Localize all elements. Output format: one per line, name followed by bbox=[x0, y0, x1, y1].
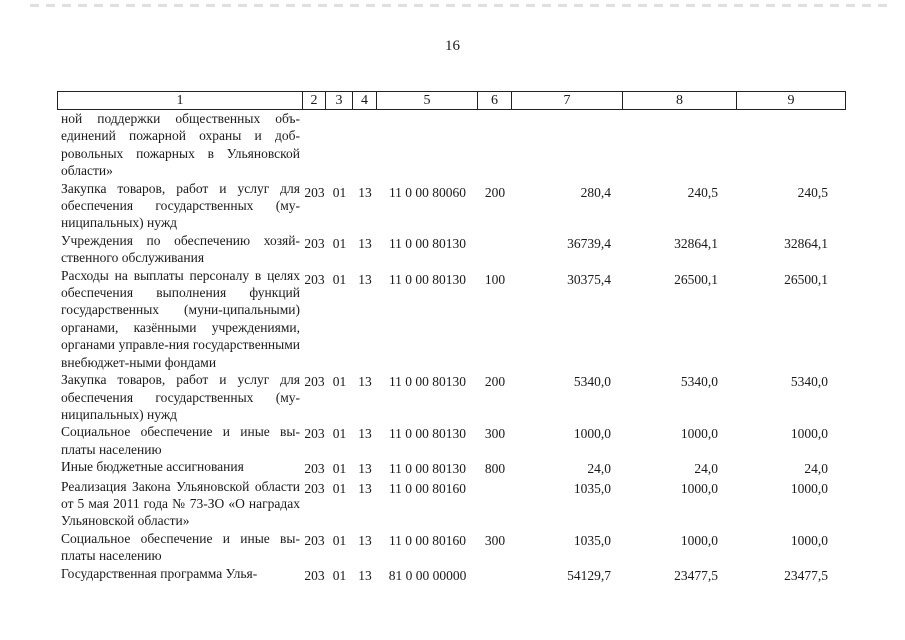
table-row bbox=[57, 232, 846, 267]
cell-section bbox=[326, 110, 353, 180]
row-name-cell: Реализация Закона Ульяновской области от 5 мая 2011 года № 73-ЗО «О наградах Ульяновской области» bbox=[61, 478, 300, 529]
cell-section: 01 bbox=[332, 567, 347, 583]
cell-subsection: 13 bbox=[358, 532, 372, 548]
cell-ministry: 203 bbox=[304, 374, 325, 390]
cell-amount-col9: 26500,1 bbox=[784, 271, 828, 287]
cell-amount-col7: 1035,0 bbox=[573, 532, 611, 548]
cell-expense-type bbox=[478, 110, 512, 180]
cell-section: 01 bbox=[332, 532, 347, 548]
cell-target-article: 11 0 00 80130 bbox=[388, 271, 467, 287]
cell-ministry: 203 bbox=[304, 567, 325, 583]
table-row bbox=[57, 478, 846, 530]
cell-section: 01 bbox=[332, 374, 347, 390]
cell-amount-col9 bbox=[737, 110, 846, 180]
cell-amount-col7: 54129,7 bbox=[567, 567, 611, 583]
cell-subsection: 13 bbox=[358, 461, 372, 477]
cell-amount-col8: 1000,0 bbox=[680, 480, 718, 496]
cell-amount-col8: 23477,5 bbox=[674, 567, 718, 583]
cell-amount-col7: 1035,0 bbox=[573, 480, 611, 496]
scan-artifact-top bbox=[30, 4, 890, 7]
cell-subsection: 13 bbox=[358, 567, 372, 583]
cell-amount-col8: 26500,1 bbox=[674, 271, 718, 287]
row-name-cell: Иные бюджетные ассигнования bbox=[61, 459, 244, 475]
cell-target-article: 81 0 00 00000 bbox=[388, 567, 467, 583]
cell-ministry: 203 bbox=[304, 235, 325, 251]
cell-target-article bbox=[377, 110, 478, 180]
header-col-6: 6 bbox=[478, 91, 512, 110]
cell-amount-col9: 5340,0 bbox=[790, 374, 828, 390]
cell-section: 01 bbox=[332, 461, 347, 477]
header-col-3: 3 bbox=[326, 91, 353, 110]
cell-ministry: 203 bbox=[304, 480, 325, 496]
cell-amount-col8: 5340,0 bbox=[680, 374, 718, 390]
header-col-1: 1 bbox=[57, 91, 303, 110]
cell-section: 01 bbox=[332, 480, 347, 496]
cell-target-article: 11 0 00 80060 bbox=[388, 184, 467, 200]
row-name-cell: Расходы на выплаты персоналу в целях обеспечения выполнения функций государственных (муни-ципальными) органами, казёнными учреждениями, органами управле-ния государственными внебюджет-ными фондами bbox=[61, 267, 300, 370]
row-name-cell: Государственная программа Улья- bbox=[61, 565, 258, 581]
cell-amount-col8: 1000,0 bbox=[680, 426, 718, 442]
cell-ministry: 203 bbox=[304, 426, 325, 442]
table-row bbox=[57, 110, 846, 180]
cell-amount-col9: 23477,5 bbox=[784, 567, 828, 583]
table-row bbox=[57, 530, 846, 565]
cell-expense-type: 100 bbox=[484, 271, 506, 287]
cell-amount-col7: 36739,4 bbox=[567, 235, 611, 251]
cell-section: 01 bbox=[332, 184, 347, 200]
cell-target-article: 11 0 00 80130 bbox=[388, 461, 467, 477]
cell-ministry: 203 bbox=[304, 271, 325, 287]
cell-target-article: 11 0 00 80160 bbox=[388, 480, 467, 496]
header-col-7: 7 bbox=[512, 91, 623, 110]
table-row bbox=[57, 458, 846, 477]
table-header bbox=[57, 91, 846, 110]
cell-expense-type: 200 bbox=[484, 184, 506, 200]
cell-subsection: 13 bbox=[358, 426, 372, 442]
cell-amount-col9: 1000,0 bbox=[790, 532, 828, 548]
table-row bbox=[57, 423, 846, 458]
cell-ministry: 203 bbox=[304, 532, 325, 548]
row-name-cell: Закупка товаров, работ и услуг для обеспечения государственных (му-ниципальных) нужд bbox=[61, 372, 300, 422]
page-number: 16 bbox=[445, 38, 460, 54]
cell-amount-col9: 24,0 bbox=[804, 461, 828, 477]
cell-amount-col9: 32864,1 bbox=[784, 235, 828, 251]
cell-expense-type bbox=[478, 478, 512, 530]
cell-subsection: 13 bbox=[358, 480, 372, 496]
cell-target-article: 11 0 00 80130 bbox=[388, 374, 467, 390]
cell-amount-col8: 1000,0 bbox=[680, 532, 718, 548]
cell-expense-type bbox=[478, 565, 512, 584]
cell-section: 01 bbox=[332, 271, 347, 287]
cell-amount-col7 bbox=[512, 110, 623, 180]
cell-target-article: 11 0 00 80130 bbox=[388, 426, 467, 442]
cell-expense-type bbox=[478, 232, 512, 267]
cell-ministry: 203 bbox=[304, 461, 325, 477]
cell-amount-col7: 1000,0 bbox=[573, 426, 611, 442]
cell-amount-col7: 24,0 bbox=[587, 461, 611, 477]
cell-section: 01 bbox=[332, 235, 347, 251]
cell-amount-col8: 32864,1 bbox=[674, 235, 718, 251]
cell-amount-col9: 240,5 bbox=[797, 184, 828, 200]
cell-section: 01 bbox=[332, 426, 347, 442]
row-name-cell: Социальное обеспечение и иные вы-платы населению bbox=[61, 530, 300, 564]
header-col-5: 5 bbox=[377, 91, 478, 110]
table-row bbox=[57, 371, 846, 423]
cell-expense-type: 300 bbox=[484, 426, 506, 442]
header-col-8: 8 bbox=[623, 91, 737, 110]
header-col-9: 9 bbox=[737, 91, 846, 110]
cell-amount-col7: 5340,0 bbox=[573, 374, 611, 390]
row-name-cell: Социальное обеспечение и иные вы-платы населению bbox=[61, 424, 300, 457]
header-col-4: 4 bbox=[353, 91, 377, 110]
cell-amount-col8: 24,0 bbox=[694, 461, 718, 477]
table-row bbox=[57, 565, 846, 584]
table-row bbox=[57, 267, 846, 371]
cell-subsection: 13 bbox=[358, 184, 372, 200]
cell-expense-type: 800 bbox=[484, 461, 506, 477]
cell-target-article: 11 0 00 80130 bbox=[388, 235, 467, 251]
cell-amount-col9: 1000,0 bbox=[790, 426, 828, 442]
cell-target-article: 11 0 00 80160 bbox=[388, 532, 467, 548]
row-name-cell: Закупка товаров, работ и услуг для обеспечения государственных (му-ниципальных) нужд bbox=[61, 180, 300, 231]
row-name-cell: Учреждения по обеспечению хозяй-ственного обслуживания bbox=[61, 232, 300, 266]
cell-expense-type: 200 bbox=[484, 374, 506, 390]
budget-table bbox=[57, 91, 846, 584]
cell-ministry: 203 bbox=[304, 184, 325, 200]
cell-amount-col7: 30375,4 bbox=[567, 271, 611, 287]
table-row bbox=[57, 180, 846, 232]
cell-ministry bbox=[303, 110, 326, 180]
cell-amount-col8 bbox=[623, 110, 737, 180]
cell-amount-col9: 1000,0 bbox=[790, 480, 828, 496]
cell-subsection: 13 bbox=[358, 374, 372, 390]
cell-subsection: 13 bbox=[358, 235, 372, 251]
row-name-cell: ной поддержки общественных объ-единений пожарной охраны и доб-ровольных пожарных в Ульяновской области» bbox=[61, 111, 300, 179]
cell-subsection: 13 bbox=[358, 271, 372, 287]
cell-amount-col7: 280,4 bbox=[580, 184, 611, 200]
cell-amount-col8: 240,5 bbox=[687, 184, 718, 200]
cell-subsection bbox=[353, 110, 377, 180]
header-col-2: 2 bbox=[303, 91, 326, 110]
table-body bbox=[57, 110, 846, 584]
cell-expense-type: 300 bbox=[484, 532, 506, 548]
